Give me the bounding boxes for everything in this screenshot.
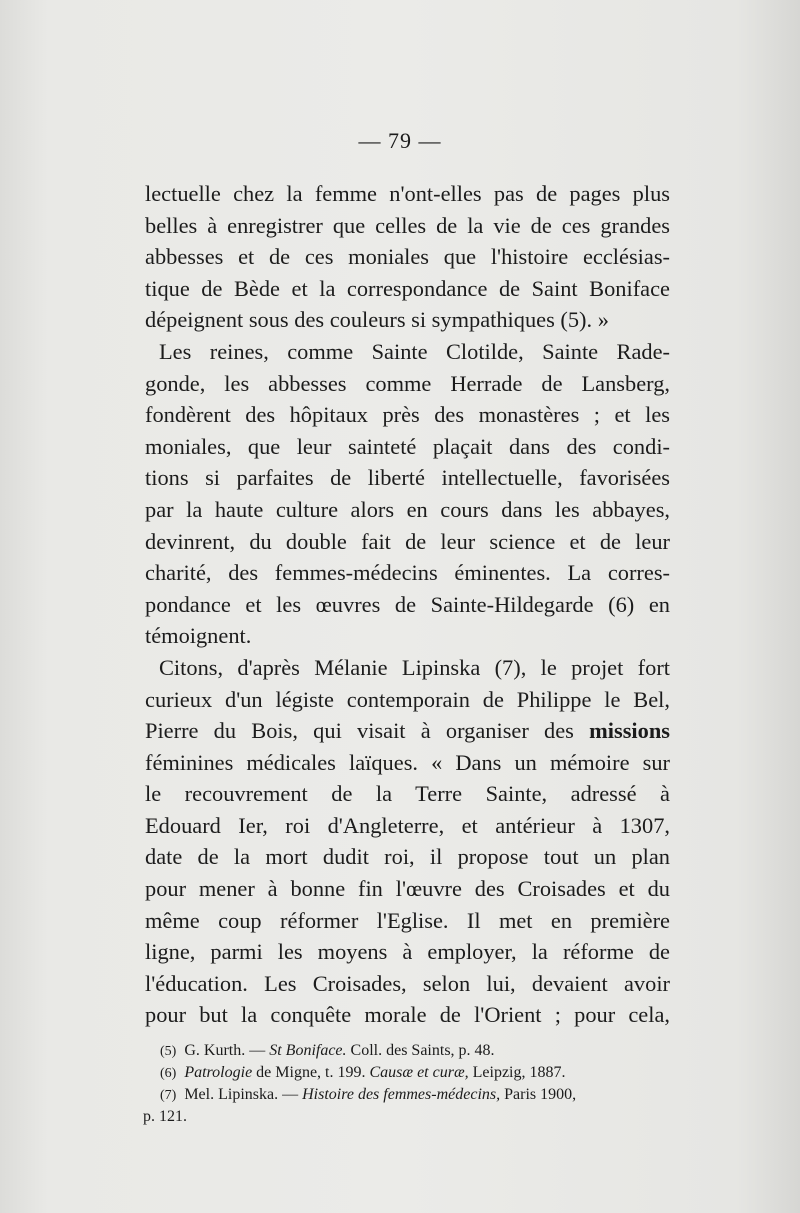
footnote-6 [160,1062,680,1084]
text-line: moniales, que leur sainteté plaçait dans des condi- [145,433,670,459]
footnote-text: de Migne, t. 199. [256,1064,366,1081]
footnote-text: Coll. des Saints, p. 48. [350,1042,495,1059]
text-line: pondance et les œuvres de Sainte-Hildegarde (6) en [145,591,670,617]
footnote-text: Paris 1900, [504,1086,577,1103]
text-line: ligne, parmi les moyens à employer, la réforme de [145,939,670,965]
footnotes [143,1040,680,1128]
footnote-title: Histoire des femmes-médecins, [302,1086,501,1103]
footnote-title: Patrologie [184,1064,253,1081]
text-line: Edouard Ier, roi d'Angleterre, et antérieur à 1307, [145,812,670,838]
bold-word: missions [589,718,670,744]
text-line: belles à enregistrer que celles de la vie de ces grandes [145,212,670,238]
footnote-text: Leipzig, 1887. [472,1064,566,1081]
text-line: gonde, les abbesses comme Herrade de Lansberg, [145,370,670,396]
text-line: dépeignent sous des couleurs si sympathiques (5). » [145,307,609,333]
text-line: témoignent. [145,623,252,649]
text-line: lectuelle chez la femme n'ont-elles pas de pages plus [145,181,670,206]
text-segment: Pierre du Bois, qui visait à organiser des [145,718,574,744]
text-line: pour mener à bonne fin l'œuvre des Croisades et du [145,876,670,902]
text-line: tions si parfaites de liberté intellectuelle, favorisées [145,465,670,491]
text-line: date de la mort dudit roi, il propose tout un plan [145,844,670,870]
footnote-title: Causæ et curæ, [369,1064,469,1081]
body-text [145,178,670,1031]
footnote-text: G. Kurth. — [184,1042,266,1059]
text-line: pour but la conquête morale de l'Orient ; pour cela, [145,1002,670,1028]
text-line: par la haute culture alors en cours dans les abbayes, [145,496,670,522]
footnote-7 [160,1084,680,1106]
text-line: féminines médicales laïques. « Dans un mémoire sur [145,749,670,775]
footnote-5 [160,1040,680,1062]
text-line: fondèrent des hôpitaux près des monastères ; et les [145,402,670,428]
text-line: même coup réformer l'Eglise. Il met en première [145,907,670,933]
footnote-number: (6) [160,1066,177,1081]
footnote-7-continuation: p. 121. [143,1108,187,1125]
footnote-text: Mel. Lipinska. — [184,1086,299,1103]
paragraph-start-line: Les reines, comme Sainte Clotilde, Sainte Rade- [159,338,670,364]
footnote-number: (5) [160,1044,177,1059]
footnote-title: St Boniface. [269,1042,347,1059]
text-line: tique de Bède et la correspondance de Saint Boniface [145,275,670,301]
footnote-number: (7) [160,1088,177,1103]
text-line [145,715,670,747]
text-line: l'éducation. Les Croisades, selon lui, devaient avoir [145,970,670,996]
text-line: curieux d'un légiste contemporain de Philippe le Bel, [145,686,670,712]
text-line: abbesses et de ces moniales que l'histoire ecclésias- [145,244,670,270]
text-line: devinrent, du double fait de leur science et de leur [145,528,670,554]
page-number: — 79 — [358,128,442,153]
text-line: le recouvrement de la Terre Sainte, adressé à [145,781,670,807]
paragraph-start-line: Citons, d'après Mélanie Lipinska (7), le projet fort [159,654,670,680]
text-line: charité, des femmes-médecins éminentes. La corres- [145,560,670,586]
